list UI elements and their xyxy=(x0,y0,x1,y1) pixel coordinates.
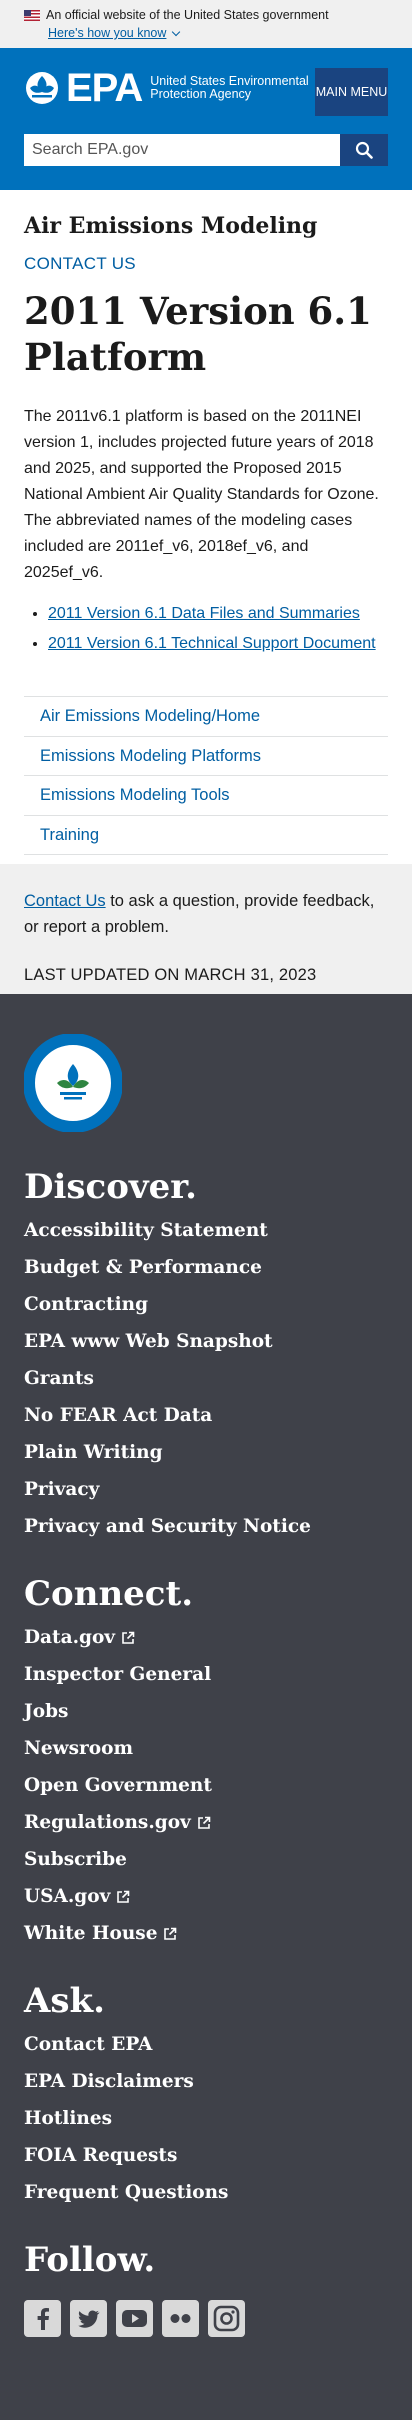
nav-item-training[interactable]: Training xyxy=(24,816,388,856)
footer-link-budget[interactable]: Budget & Performance xyxy=(24,1257,262,1278)
document-list xyxy=(24,602,388,656)
search-button[interactable] xyxy=(340,134,388,166)
external-link-icon xyxy=(163,1927,177,1941)
section-title: Air Emissions Modeling xyxy=(24,213,318,239)
footer-link-contracting[interactable]: Contracting xyxy=(24,1294,149,1315)
connect-list xyxy=(24,1626,388,1959)
main-content xyxy=(0,190,412,864)
footer-link-no-fear[interactable]: No FEAR Act Data xyxy=(24,1405,213,1426)
list-item xyxy=(48,632,388,656)
youtube-link[interactable] xyxy=(116,2300,153,2337)
flickr-link[interactable] xyxy=(162,2300,199,2337)
instagram-icon xyxy=(208,2300,245,2337)
footer-link-disclaimers[interactable]: EPA Disclaimers xyxy=(24,2071,194,2092)
instagram-link[interactable] xyxy=(208,2300,245,2337)
epa-seal-icon xyxy=(24,1034,122,1132)
follow-heading: Follow. xyxy=(24,2240,156,2280)
heres-how-you-know-link[interactable] xyxy=(24,24,388,42)
facebook-link[interactable] xyxy=(24,2300,61,2337)
footer-link-jobs[interactable]: Jobs xyxy=(24,1701,69,1722)
social-links xyxy=(24,2300,388,2337)
youtube-icon xyxy=(116,2300,153,2337)
footer-link-contact-epa[interactable]: Contact EPA xyxy=(24,2034,153,2055)
footer-link-hotlines[interactable]: Hotlines xyxy=(24,2108,113,2129)
footer-link-regulations-gov[interactable] xyxy=(24,1811,211,1835)
discover-heading: Discover. xyxy=(24,1167,197,1207)
footer-link-data-gov[interactable] xyxy=(24,1626,135,1650)
footer-link-label: Regulations.gov xyxy=(24,1812,191,1833)
footer-link-label: White House xyxy=(24,1923,158,1944)
contact-us-bottom-link[interactable]: Contact Us xyxy=(24,892,106,910)
external-link-icon xyxy=(197,1816,211,1830)
nav-item-tools[interactable]: Emissions Modeling Tools xyxy=(24,776,388,816)
external-link-icon xyxy=(116,1890,130,1904)
contact-us-link[interactable]: CONTACT US xyxy=(24,254,136,273)
last-updated: LAST UPDATED ON MARCH 31, 2023 xyxy=(24,966,317,984)
contact-text: to ask a question, provide feedback, or report a problem. xyxy=(24,892,375,936)
footer-link-white-house[interactable] xyxy=(24,1922,177,1946)
search-bar xyxy=(24,134,388,166)
footer-link-subscribe[interactable]: Subscribe xyxy=(24,1849,127,1870)
footer-link-label: Data.gov xyxy=(24,1627,116,1648)
contact-strip xyxy=(0,864,412,994)
discover-list xyxy=(24,1219,388,1552)
search-input[interactable] xyxy=(24,134,340,166)
footer-link-grants[interactable]: Grants xyxy=(24,1368,94,1389)
ask-heading: Ask. xyxy=(24,1981,105,2021)
footer-link-privacy[interactable]: Privacy xyxy=(24,1479,100,1500)
ask-list xyxy=(24,2033,388,2218)
connect-heading: Connect. xyxy=(24,1574,194,1614)
footer-link-open-government[interactable]: Open Government xyxy=(24,1775,212,1796)
footer-link-foia[interactable]: FOIA Requests xyxy=(24,2145,178,2166)
twitter-icon xyxy=(70,2300,107,2337)
logo-text: EPA xyxy=(66,66,143,110)
external-link-icon xyxy=(121,1631,135,1645)
footer-link-privacy-security[interactable]: Privacy and Security Notice xyxy=(24,1516,311,1537)
site-footer xyxy=(0,994,412,2420)
intro-paragraph: The 2011v6.1 platform is based on the 2011NEI version 1, includes projected future years of 2018 and 2025, and supported the Proposed 2015 National Ambient Air Quality Standards for Ozone. The abbreviated names of the modeling cases included are 2011ef_v6, 2018ef_v6, and 2025ef_v6. xyxy=(24,408,379,581)
site-header xyxy=(0,48,412,190)
flickr-icon xyxy=(162,2300,199,2337)
page-title: 2011 Version 6.1 Platform xyxy=(24,289,372,379)
footer-link-inspector-general[interactable]: Inspector General xyxy=(24,1664,212,1685)
facebook-icon xyxy=(24,2300,61,2337)
footer-link-label: USA.gov xyxy=(24,1886,111,1907)
logo-subtitle: United States Environmental Protection Agency xyxy=(150,74,309,101)
epa-logo-link[interactable] xyxy=(24,68,310,108)
footer-link-newsroom[interactable]: Newsroom xyxy=(24,1738,134,1759)
us-flag-icon xyxy=(24,10,40,21)
footer-link-plain-writing[interactable]: Plain Writing xyxy=(24,1442,163,1463)
main-menu-button[interactable]: MAIN MENU xyxy=(315,68,388,116)
gov-banner-text: An official website of the United States government xyxy=(46,8,329,22)
nav-item-home[interactable]: Air Emissions Modeling/Home xyxy=(24,697,388,737)
search-icon xyxy=(355,141,373,159)
footer-link-usa-gov[interactable] xyxy=(24,1885,130,1909)
chevron-down-icon xyxy=(172,27,180,35)
epa-flower-icon xyxy=(24,70,60,106)
twitter-link[interactable] xyxy=(70,2300,107,2337)
footer-link-faq[interactable]: Frequent Questions xyxy=(24,2182,229,2203)
heres-how-you-know-label: Here's how you know xyxy=(48,26,167,40)
technical-support-document-link[interactable]: 2011 Version 6.1 Technical Support Document xyxy=(48,635,376,652)
list-item xyxy=(48,602,388,626)
footer-link-web-snapshot[interactable]: EPA www Web Snapshot xyxy=(24,1331,273,1352)
gov-banner xyxy=(0,0,412,48)
nav-item-platforms[interactable]: Emissions Modeling Platforms xyxy=(24,737,388,777)
footer-link-accessibility[interactable]: Accessibility Statement xyxy=(24,1220,268,1241)
data-files-link[interactable]: 2011 Version 6.1 Data Files and Summaries xyxy=(48,605,360,622)
side-navigation xyxy=(24,696,388,855)
contact-paragraph xyxy=(24,888,388,940)
